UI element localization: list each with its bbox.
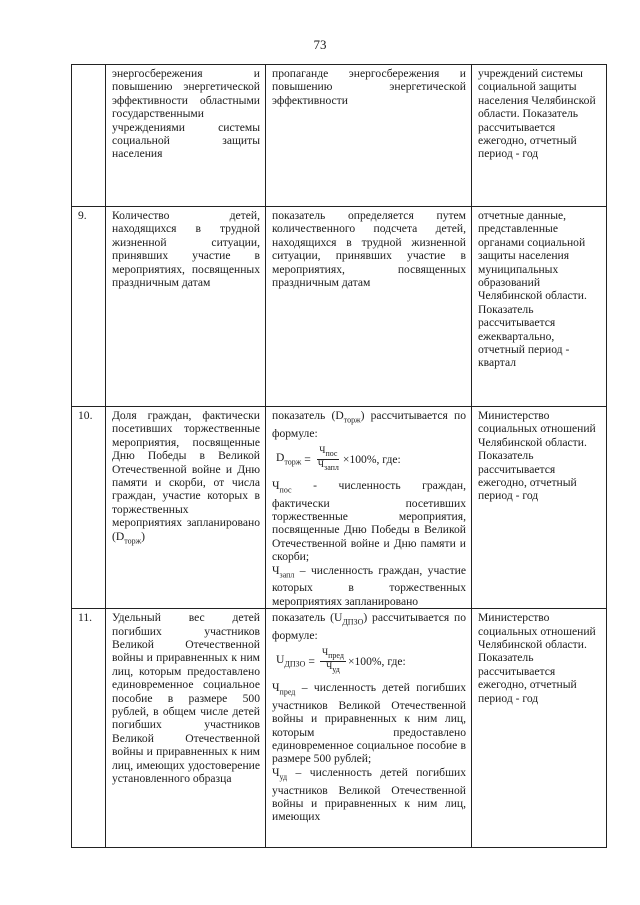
data-source: Министерство социальных отношений Челябинской области. Показатель рассчитывается ежегодно, отчетный период - год [472,609,607,848]
table-row [72,407,607,609]
row-number [72,65,106,207]
indicator-name: Удельный вес детей погибших участников Великой Отечественной войны и приравненных к ним лиц, которым предоставлено единовременное социальное пособие в размере 500 рублей, в общем числе детей погибших участников Великой Отечественной войны и приравненных к ним лиц, имеющих удостоверение установленного образца [106,609,266,848]
formula-tail: ×100%, где: [347,655,406,668]
table-row [72,609,607,848]
definition-1: $Ч_{пред}$ – численность детей погибших участников Великой Отечественной войны и приравненных к ним лиц, которым предоставлено единовременное социальное пособие в размере 500 рублей; [272,681,466,766]
formula-lhs: $D_{торж}$ [276,450,302,466]
data-source: учреждений системы социальной защиты населения Челябинской области. Показатель рассчитывается ежегодно, отчетный период - год [472,65,607,207]
formula-tail: ×100%, где: [342,452,401,466]
indicators-table [71,64,607,848]
data-source: Министерство социальных отношений Челябинской области. Показатель рассчитывается ежегодно, отчетный период - год [472,407,607,609]
row-number: 10. [72,407,106,609]
indicator-name: Количество детей, находящихся в трудной жизненной ситуации, принявших участие в мероприятиях, посвященных праздничным датам [106,207,266,407]
formula-lhs: $U_{ДПЗО}$ [276,652,306,669]
indicator-name-subscript: торж [124,535,142,545]
row-number: 11. [72,609,106,848]
table-row [72,65,607,207]
calculation-method [266,609,472,848]
page-number: 73 [313,37,327,52]
formula: $D_{торж}$ = $\frac{Ч_{пос}}{Ч_{запл}}$ ×100%, где: [276,446,401,472]
indicator-name [106,407,266,609]
row-number: 9. [72,207,106,407]
method-intro: показатель $(D_{торж})$ рассчитывается по формуле: [272,409,466,440]
formula-fraction: $\frac{Ч_{пос}}{Ч_{запл}}$ [317,446,339,472]
indicator-name-text: Доля граждан, фактически посетивших торжественные мероприятия, посвященные Дню Победы в Великой Отечественной войне и Дню памяти и скорби, от числа граждан, участие которых в торжественных мероприятиях запланировано (D [112,409,260,543]
definition-2: $Ч_{запл}$ – численность граждан, участие которых в торжественных мероприятиях запланировано [272,563,466,608]
calculation-method: показатель определяется путем количественного подсчета детей, находящихся в трудной жизненной ситуации, принявших участие в мероприятиях, посвященных праздничным датам [266,207,472,407]
indicator-name-tail: ) [141,529,146,543]
method-intro: показатель $(U_{ДПЗО})$ рассчитывается по формуле: [272,611,466,642]
definition-2: $Ч_{уд}$ – численность детей погибших участников Великой Отечественной войны и приравненных к ним лиц, имеющих [272,765,466,824]
table-row [72,207,607,407]
formula: $U_{ДПЗО}$ = $\frac{Ч_{пред}}{Ч_{уд}}$ ×100%, где: [276,648,406,675]
calculation-method [266,407,472,609]
data-source: отчетные данные, представленные органами социальной защиты населения муниципальных образований Челябинской области. Показатель рассчитывается ежеквартально, отчетный период - квартал [472,207,607,407]
definition-1: $Ч_{пос}$ - численность граждан, фактически посетивших торжественные мероприятия, посвященные Дню Победы в Великой Отечественной войне и Дню памяти и скорби; [272,478,466,564]
formula-fraction: $\frac{Ч_{пред}}{Ч_{уд}}$ [321,648,344,675]
calculation-method: пропаганде энергосбережения и повышению энергетической эффективности [266,65,472,207]
indicator-name: энергосбережения и повышению энергетической эффективности областными государственными учреждениями системы социальной защиты населения [106,65,266,207]
